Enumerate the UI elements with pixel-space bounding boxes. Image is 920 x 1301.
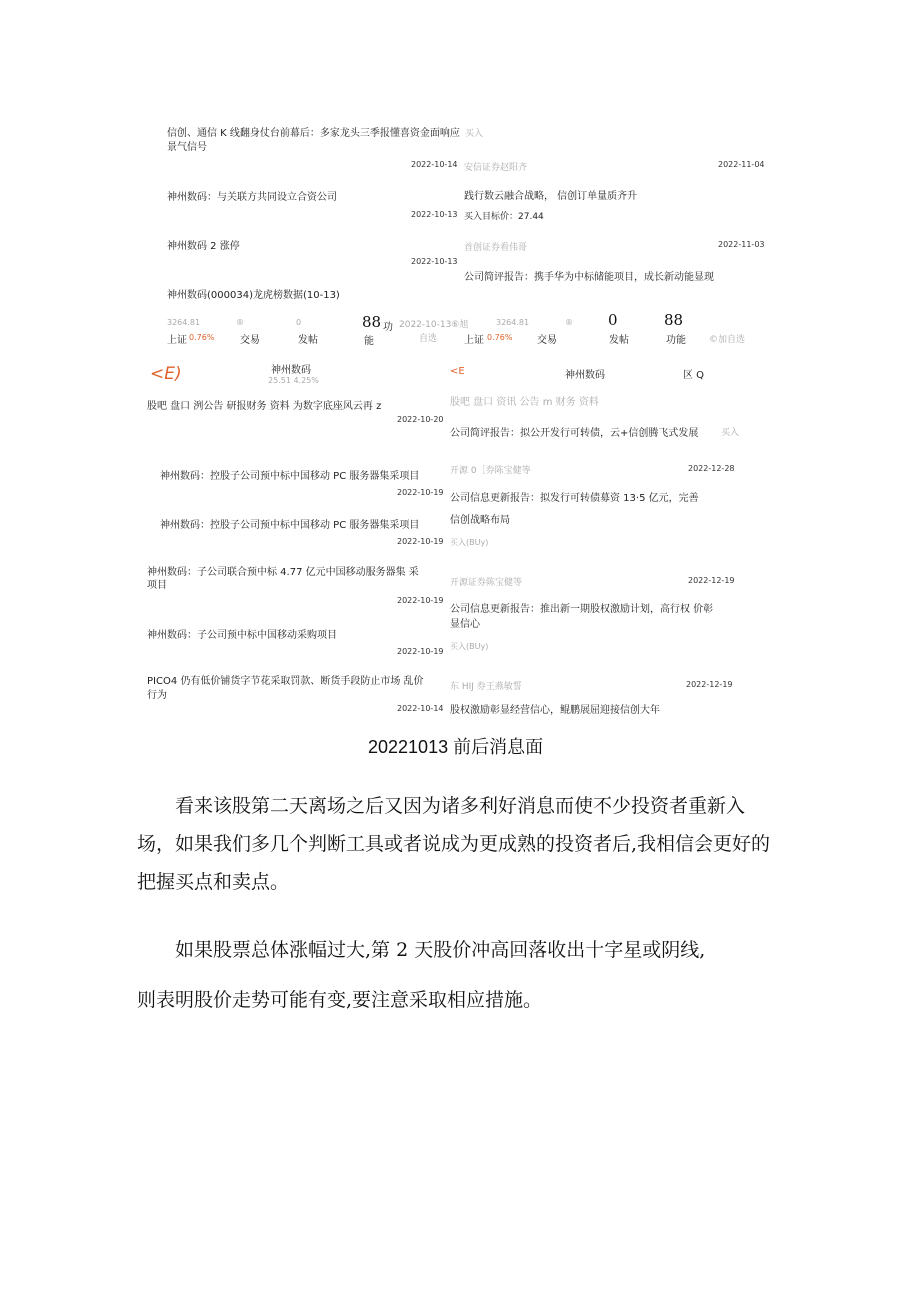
trade-button[interactable]: 交易 bbox=[240, 335, 260, 346]
news-title-cont[interactable]: 项目 bbox=[147, 580, 167, 591]
figure-caption: 20221013 前后消息面 bbox=[368, 737, 544, 757]
target-price: 买入目标价：27.44 bbox=[464, 212, 544, 222]
post-count: 0 bbox=[296, 318, 302, 327]
paragraph: 看来该股第二天离场之后又因为诸多利好消息而使不少投资者重新入场，如果我们多几个判断工具或者说成为更成熟的投资者后,我相信会更好的把握买点和卖点。 bbox=[137, 795, 771, 893]
broker-name: 首创证券看伟哥 bbox=[464, 243, 528, 253]
rating-buy: 买入(BUy) bbox=[450, 538, 489, 547]
function-label[interactable]: 功 bbox=[383, 322, 393, 333]
news-date: 2022-10-13 bbox=[411, 257, 458, 266]
stock-name: 神州数码 bbox=[271, 365, 311, 376]
trade-icon: ® bbox=[236, 318, 244, 327]
broker-name: 开源证券陈宝健等 bbox=[450, 578, 523, 588]
post-button[interactable]: 发帖 bbox=[609, 335, 629, 346]
index-value: 3264.81 bbox=[496, 318, 530, 327]
news-title[interactable]: 神州数码：与关联方共同设立合资公司 bbox=[167, 192, 337, 203]
ref-date: 2022-10-13⑥旭 bbox=[399, 320, 469, 330]
news-date: 2022-10-13 bbox=[411, 210, 458, 219]
add-watchlist-button[interactable]: ©加自选 bbox=[709, 335, 746, 345]
news-date: 2022-10-19 bbox=[397, 488, 444, 497]
stock-tabs[interactable]: 股吧 盘口 资讯 公告 m 财务 资料 bbox=[450, 397, 599, 408]
index-name[interactable]: 上证 bbox=[167, 335, 187, 346]
broker-name: 东 HIJ 券王燕敏誓 bbox=[450, 682, 522, 692]
function-label-2[interactable]: 能 bbox=[364, 336, 374, 347]
trade-button[interactable]: 交易 bbox=[537, 335, 557, 346]
news-title[interactable]: PICO4 仍有低价铺货字节花采取罚款、断货手段防止市场 乱价 bbox=[147, 676, 424, 687]
report-title[interactable]: 公司信息更新报告：拟发行可转债募资 13·5 亿元，完善 bbox=[450, 493, 699, 504]
rating-buy: 买入 bbox=[721, 428, 740, 438]
news-date: 2022-10-19 bbox=[397, 596, 444, 605]
report-title[interactable]: 公司简评报告：拟公开发行可转债，云+信创腾飞式发展 bbox=[450, 428, 699, 439]
rating-buy: 买入 bbox=[465, 129, 484, 139]
news-title[interactable]: 神州数码 2 涨停 bbox=[167, 241, 240, 252]
report-date: 2022-12-28 bbox=[688, 464, 735, 473]
broker-name: 开源 0［券陈宝健等 bbox=[450, 466, 531, 476]
function-icon[interactable]: 88 bbox=[664, 311, 684, 329]
index-pct: 0.76% bbox=[487, 333, 513, 342]
news-date: 2022-10-19 bbox=[397, 647, 444, 656]
function-button[interactable]: 功能 bbox=[666, 335, 686, 346]
report-title[interactable]: 股权激励彰显经营信心，鲲鹏展屈迎接信创大年 bbox=[450, 705, 660, 716]
news-title-cont[interactable]: 景气信号 bbox=[167, 142, 207, 153]
stock-tabs[interactable]: 股吧 盘口 洌公告 研报财务 资料 为数字底座风云再 z bbox=[147, 401, 382, 412]
function-icon[interactable]: 88 bbox=[362, 313, 382, 331]
broker-name: 安信证券赵阳齐 bbox=[464, 163, 528, 173]
index-value: 3264.81 bbox=[167, 318, 201, 327]
news-title[interactable]: 神州数码：子公司联合预中标 4.77 亿元中国移动服务器集 采 bbox=[147, 567, 419, 578]
news-date: 2022-10-19 bbox=[397, 537, 444, 546]
watchlist-button[interactable]: 自选 bbox=[419, 334, 438, 344]
search-icon[interactable]: 区 Q bbox=[683, 370, 705, 381]
report-title[interactable]: 公司简评报告：携手华为中标储能项目，成长新动能显现 bbox=[464, 272, 714, 283]
news-date: 2022-10-14 bbox=[411, 160, 458, 169]
report-date: 2022-12-19 bbox=[686, 680, 733, 689]
report-date: 2022-11-04 bbox=[718, 160, 765, 169]
news-title[interactable]: 神州数码：子公司预中标中国移动采购项目 bbox=[147, 630, 337, 641]
news-date: 2022-10-14 bbox=[397, 704, 444, 713]
news-date: 2022-10-20 bbox=[397, 415, 444, 424]
report-title[interactable]: 公司信息更新报告：推出新一期股权激励计划，高行权 价彰 bbox=[450, 604, 714, 615]
index-name[interactable]: 上证 bbox=[464, 335, 484, 346]
stock-name: 神州数码 bbox=[565, 370, 605, 381]
trade-icon: ® bbox=[565, 318, 573, 327]
post-count: 0 bbox=[608, 311, 618, 329]
back-icon[interactable]: <E) bbox=[150, 364, 182, 384]
index-pct: 0.76% bbox=[189, 333, 215, 342]
report-title-cont[interactable]: 信创战略布局 bbox=[450, 515, 510, 526]
news-title[interactable]: 神州数码(000034)龙虎榜数据(10-13) bbox=[167, 290, 340, 301]
report-date: 2022-11-03 bbox=[718, 240, 765, 249]
post-button[interactable]: 发帖 bbox=[298, 335, 318, 346]
news-title[interactable]: 信创、通信 K 线翻身仗台前幕后：多家龙头三季报懂喜资金面响应 bbox=[167, 128, 460, 139]
back-icon[interactable]: <E bbox=[450, 366, 465, 377]
report-title[interactable]: 践行数云融合战略， 信创订单量质齐升 bbox=[464, 191, 638, 202]
news-title[interactable]: 神州数码：控股子公司预中标中国移动 PC 服务器集采项目 bbox=[160, 471, 420, 482]
report-title-cont[interactable]: 显信心 bbox=[450, 619, 480, 630]
news-title-cont[interactable]: 行为 bbox=[147, 690, 167, 701]
report-date: 2022-12-19 bbox=[688, 576, 735, 585]
news-title[interactable]: 神州数码：控股子公司预中标中国移动 PC 服务器集采项目 bbox=[160, 520, 420, 531]
paragraph: 则表明股价走势可能有变,要注意采取相应措施。 bbox=[137, 989, 543, 1011]
rating-buy: 买入(BUy) bbox=[450, 642, 489, 651]
paragraph: 如果股票总体涨幅过大,第 2 天股价冲高回落收出十字星或阴线, bbox=[175, 939, 706, 961]
stock-quote: 25.51 4.25% bbox=[268, 376, 319, 385]
